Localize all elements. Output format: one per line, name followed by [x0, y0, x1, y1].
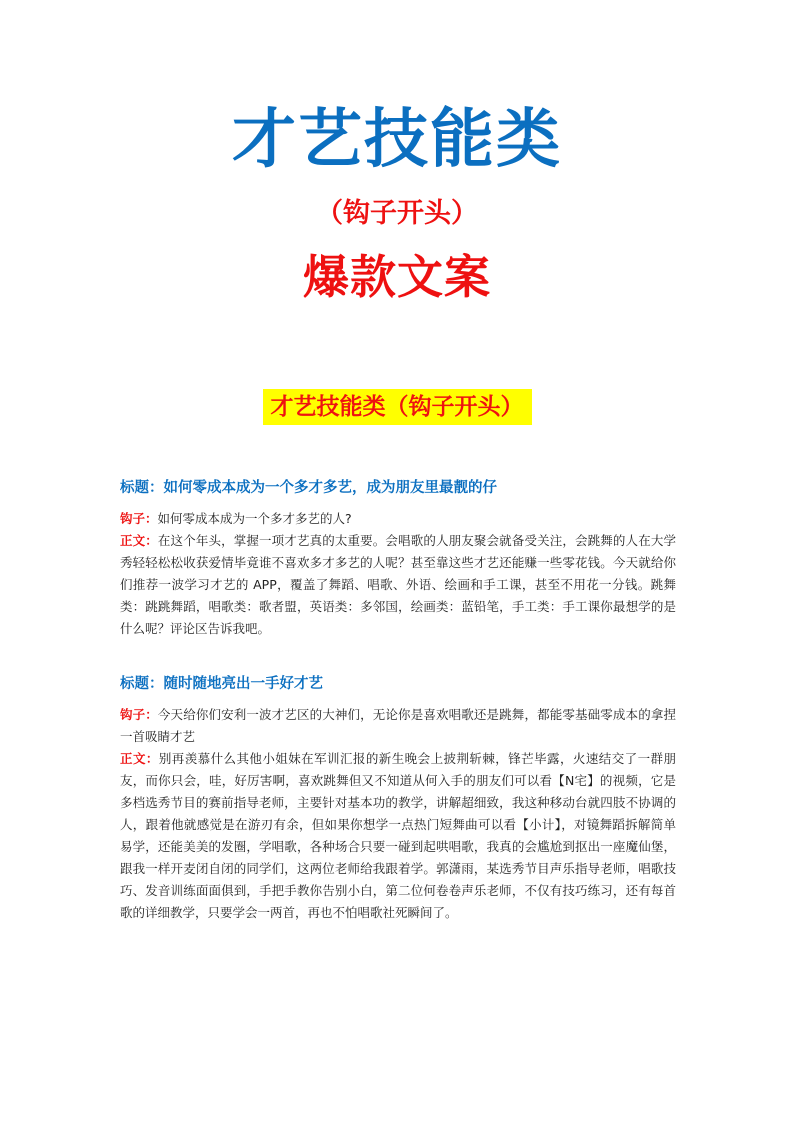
- body-paragraph: [120, 748, 676, 924]
- section-title: 标题：如何零成本成为一个多才多艺，成为朋友里最靓的仔: [120, 480, 497, 496]
- hook-text: 如何零成本成为一个多才多艺的人?: [157, 511, 352, 526]
- subtitle-viral-copy: 爆款文案: [303, 250, 491, 304]
- hook-label: 钩子：: [120, 707, 158, 722]
- hook-label: 钩子：: [120, 511, 158, 526]
- hook-paragraph: [120, 704, 676, 748]
- subtitle-hook-opening: （钩子开头）: [316, 198, 478, 229]
- content-body: [120, 474, 676, 954]
- main-title: 才艺技能类: [232, 103, 562, 177]
- banner-container: [0, 389, 794, 425]
- hook-text: 今天给你们安利一波才艺区的大神们，无论你是喜欢唱歌还是跳舞，都能零基础零成本的拿捏一首吸睛才艺: [120, 707, 676, 744]
- body-label: 正文：: [120, 533, 158, 548]
- article-section-1: [120, 474, 676, 640]
- body-label: 正文：: [120, 751, 159, 766]
- body-text: 别再羡慕什么其他小姐妹在军训汇报的新生晚会上披荆斩棘，锋芒毕露，火速结交了一群朋友，而你只会，哇，好厉害啊，喜欢跳舞但又不知道从何入手的朋友们可以看【N宅】的视频，它是多档选秀节目的赛前指导老师，主要针对基本功的教学，讲解超细致，我这种移动台就四肢不协调的人，跟着他就感觉是在游刃有余，但如果你想学一点热门短舞曲可以看【小计】，对镜舞蹈拆解简单易学，还能美美的发圈，学唱歌，各种场合只要一碰到起哄唱歌，我真的会尴尬到抠出一座魔仙堡，跟我一样开麦闭自闭的同学们，这两位老师给我跟着学。郭潇雨，某选秀节目声乐指导老师，唱歌技巧、发音训练面面俱到，手把手教你告别小白，第二位何卷卷声乐老师，不仅有技巧练习，还有每首歌的详细教学，只要学会一两首，再也不怕唱歌社死瞬间了。: [120, 751, 676, 920]
- highlight-banner: 才艺技能类（钩子开头）: [263, 389, 532, 425]
- section-title: 标题：随时随地亮出一手好才艺: [120, 676, 323, 692]
- body-text: 在这个年头，掌握一项才艺真的太重要。会唱歌的人朋友聚会就备受关注，会跳舞的人在大学秀轻轻松松收获爱情毕竟谁不喜欢多才多艺的人呢？甚至靠这些才艺还能赚一些零花钱。今天就给你们推荐一波学习才艺的 APP，覆盖了舞蹈、唱歌、外语、绘画和手工课，甚至不用花一分钱。跳舞类：跳跳舞蹈，唱歌类：歌者盟，英语类：多邻国，绘画类：蓝铅笔，手工类：手工课你最想学的是什么呢？评论区告诉我吧。: [120, 533, 676, 636]
- hook-paragraph: [120, 508, 676, 530]
- body-paragraph: [120, 530, 676, 640]
- article-section-2: [120, 670, 676, 924]
